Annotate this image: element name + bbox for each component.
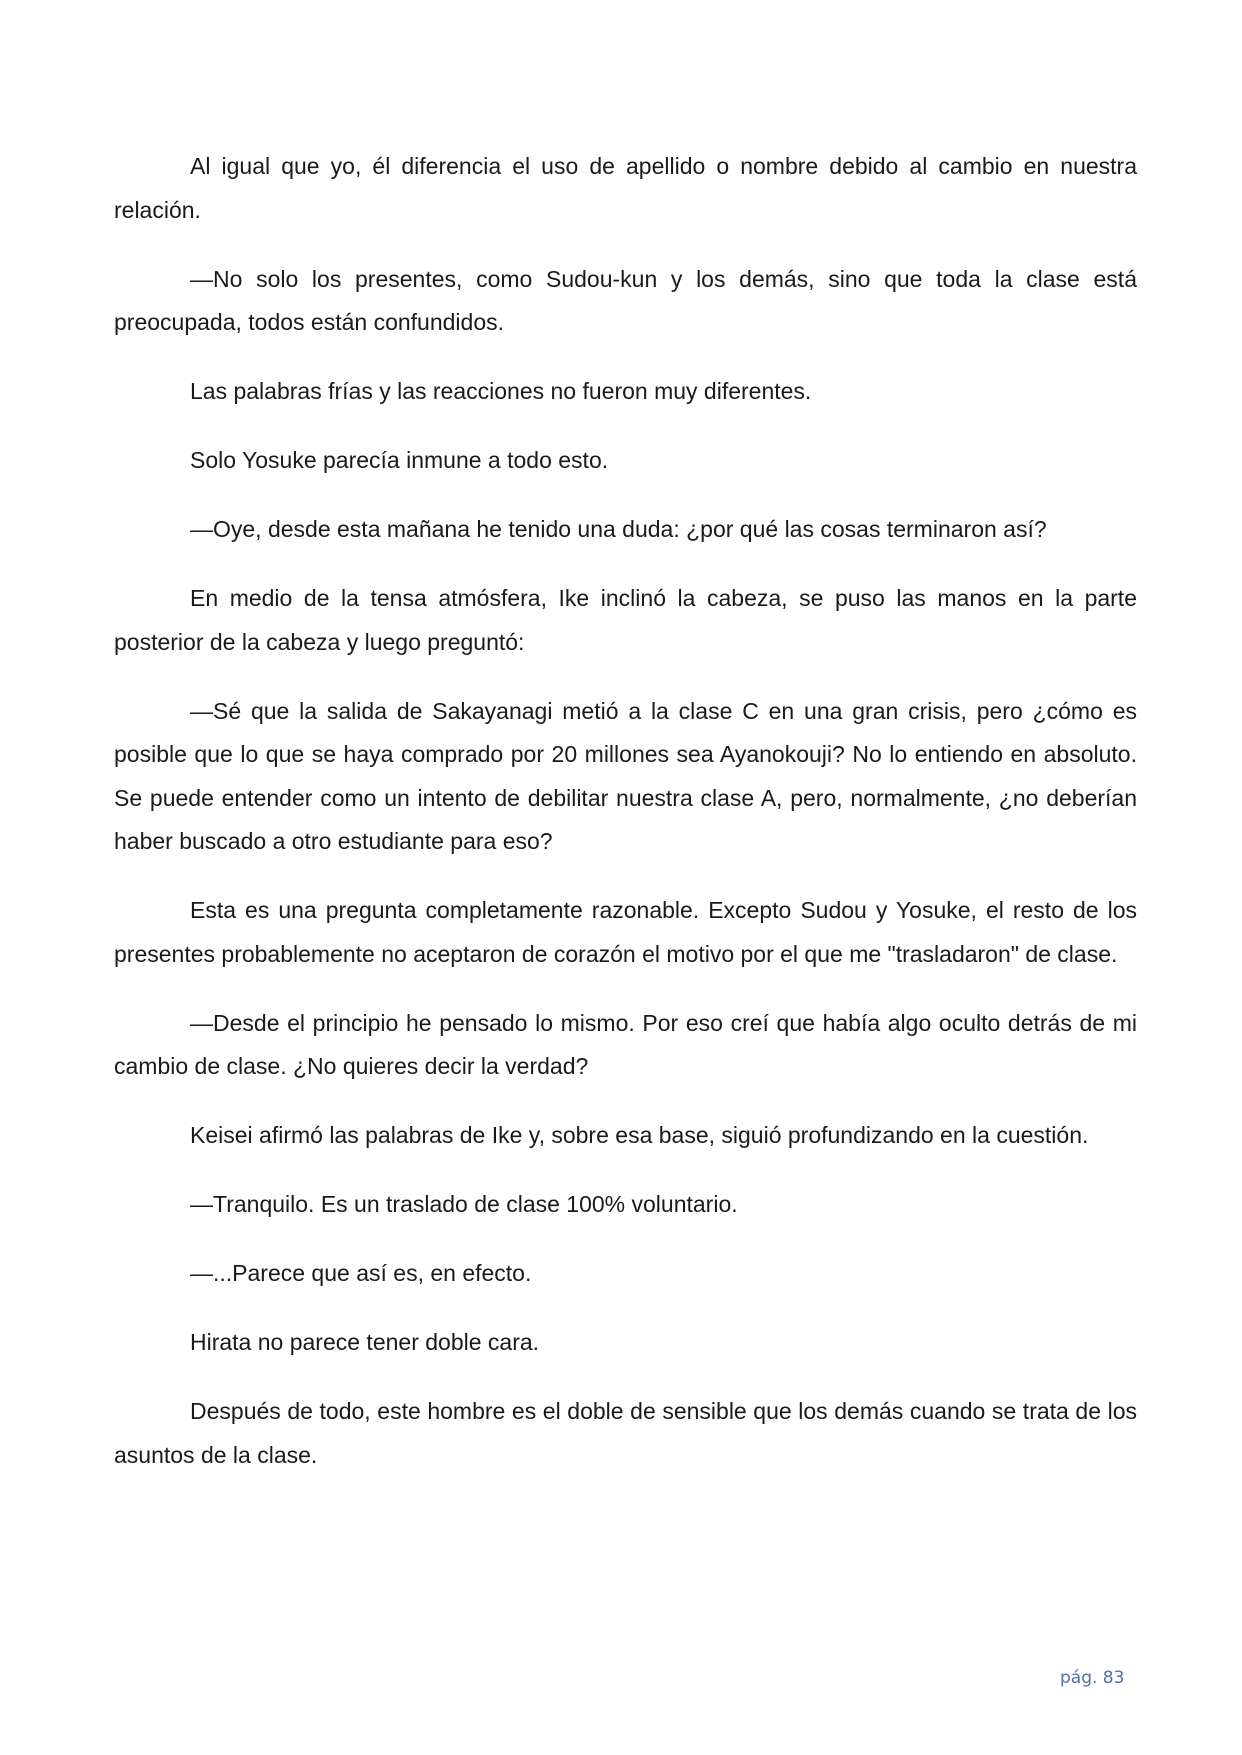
page-body xyxy=(114,145,1137,1503)
paragraph: —Oye, desde esta mañana he tenido una duda: ¿por qué las cosas terminaron así? xyxy=(190,516,1047,542)
paragraph: Solo Yosuke parecía inmune a todo esto. xyxy=(190,447,609,473)
paragraph: Después de todo, este hombre es el doble de sensible que los demás cuando se trata de los asuntos de la clase. xyxy=(114,1398,1137,1468)
paragraph: —Sé que la salida de Sakayanagi metió a la clase C en una gran crisis, pero ¿cómo es posible que lo que se haya comprado por 20 millones sea Ayanokouji? No lo entiendo en absoluto. Se puede entender como un intento de debilitar nuestra clase A, pero, normalmente, ¿no deberían haber buscado a otro estudiante para eso? xyxy=(114,697,1137,854)
paragraph: —...Parece que así es, en efecto. xyxy=(190,1260,532,1286)
paragraph: —Tranquilo. Es un traslado de clase 100% voluntario. xyxy=(190,1191,738,1217)
paragraph: En medio de la tensa atmósfera, Ike inclinó la cabeza, se puso las manos en la parte posterior de la cabeza y luego preguntó: xyxy=(114,585,1137,655)
paragraph: Keisei afirmó las palabras de Ike y, sobre esa base, siguió profundizando en la cuestión. xyxy=(190,1122,1089,1148)
paragraph: —Desde el principio he pensado lo mismo. Por eso creí que había algo oculto detrás de mi cambio de clase. ¿No quieres decir la verdad? xyxy=(114,1009,1137,1079)
paragraph: Hirata no parece tener doble cara. xyxy=(190,1329,540,1355)
paragraph: Las palabras frías y las reacciones no fueron muy diferentes. xyxy=(190,378,812,404)
paragraph: —No solo los presentes, como Sudou-kun y los demás, sino que toda la clase está preocupada, todos están confundidos. xyxy=(114,265,1137,335)
paragraph: Al igual que yo, él diferencia el uso de apellido o nombre debido al cambio en nuestra relación. xyxy=(114,153,1137,223)
page-number: pág. 83 xyxy=(1060,1668,1125,1688)
paragraph: Esta es una pregunta completamente razonable. Excepto Sudou y Yosuke, el resto de los presentes probablemente no aceptaron de corazón el motivo por el que me "trasladaron" de clase. xyxy=(114,897,1137,967)
